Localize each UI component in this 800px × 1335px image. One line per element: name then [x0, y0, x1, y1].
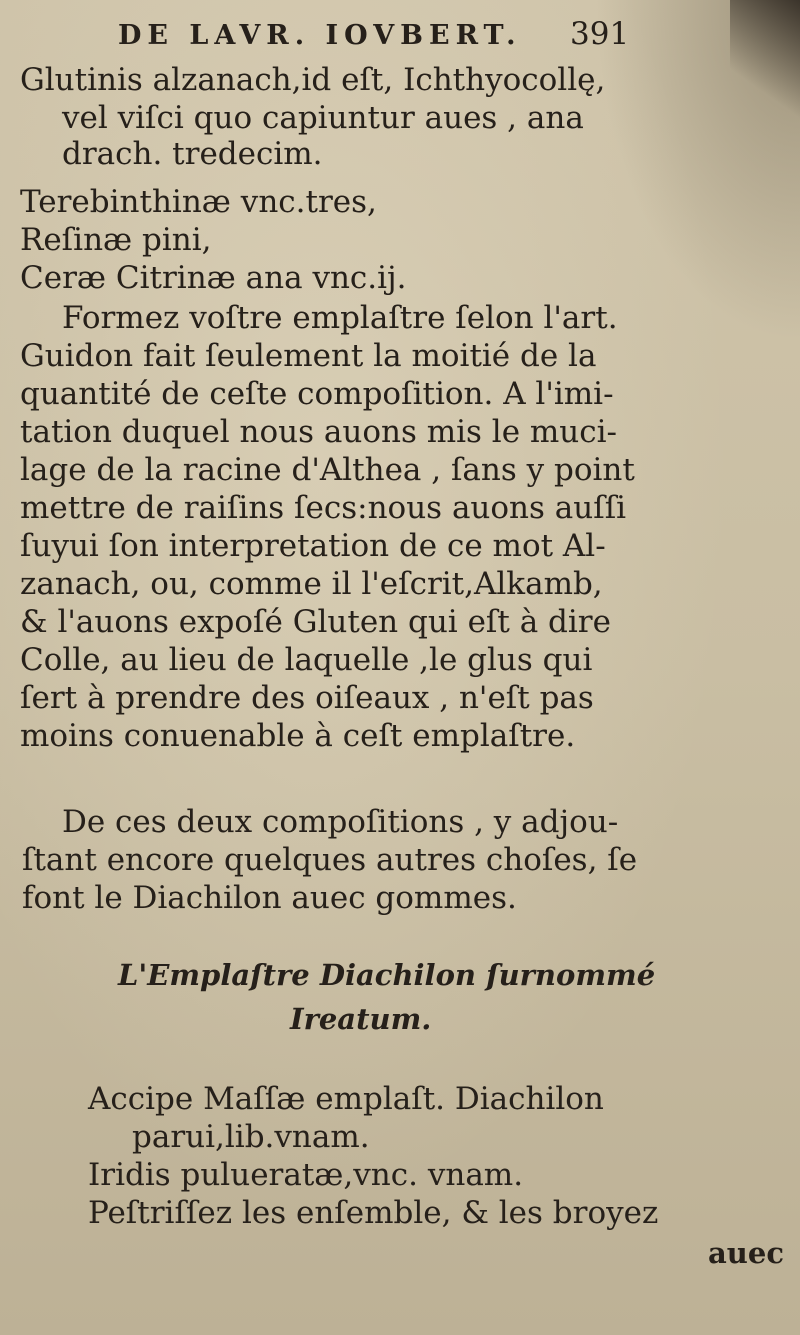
- text-line: font le Diachilon auec gommes.: [22, 880, 517, 916]
- catchword: auec: [708, 1236, 784, 1270]
- running-head: DE LAVR. IOVBERT.: [118, 20, 522, 51]
- recipe-line: Peſtriſſez les enſemble, & les broyez: [88, 1195, 659, 1231]
- text-line: Colle, au lieu de laquelle ,le glus qui: [20, 642, 593, 678]
- text-line: ſuyui ſon interpretation de ce mot Al-: [20, 528, 606, 564]
- text-line: vel viſci quo capiuntur aues , ana: [62, 100, 584, 136]
- text-line: Ceræ Citrinæ ana vnc.ij.: [20, 260, 407, 296]
- text-line: ſert à prendre des oiſeaux , n'eſt pas: [20, 680, 594, 716]
- text-line: Terebinthinæ vnc.tres,: [20, 184, 377, 220]
- text-line: Glutinis alzanach,id eſt, Ichthyocollę,: [20, 62, 606, 98]
- text-line: & l'auons expoſé Gluten qui eſt à dire: [20, 604, 611, 640]
- text-line: Formez voſtre emplaſtre ſelon l'art.: [62, 300, 618, 336]
- section-heading: L'Emplaſtre Diachilon ſurnommé: [118, 958, 656, 992]
- text-line: mettre de raiſins ſecs:nous auons auſſi: [20, 490, 627, 526]
- text-line: De ces deux compoſitions , y adjou-: [62, 804, 619, 840]
- recipe-line: Iridis pulueratæ,vnc. vnam.: [88, 1157, 524, 1193]
- recipe-line: parui,lib.vnam.: [132, 1119, 370, 1155]
- text-line: zanach, ou, comme il l'eſcrit,Alkamb,: [20, 566, 603, 602]
- text-line: moins conuenable à ceſt emplaſtre.: [20, 718, 576, 754]
- text-line: Reſinæ pini,: [20, 222, 212, 258]
- section-heading-continued: Ireatum.: [290, 1002, 432, 1036]
- recipe-line: Accipe Maſſæ emplaſt. Diachilon: [88, 1081, 604, 1117]
- text-line: drach. tredecim.: [62, 136, 323, 172]
- text-line: Guidon fait ſeulement la moitié de la: [20, 338, 597, 374]
- page-number: 391: [570, 16, 630, 52]
- page-edge-shadow: [730, 0, 800, 120]
- text-line: lage de la racine d'Althea , ſans y point: [20, 452, 635, 488]
- page-header: [118, 14, 648, 58]
- text-line: tation duquel nous auons mis le muci-: [20, 414, 618, 450]
- text-line: quantité de ceſte compoſition. A l'imi-: [20, 376, 614, 412]
- text-line: ſtant encore quelques autres choſes, ſe: [22, 842, 638, 878]
